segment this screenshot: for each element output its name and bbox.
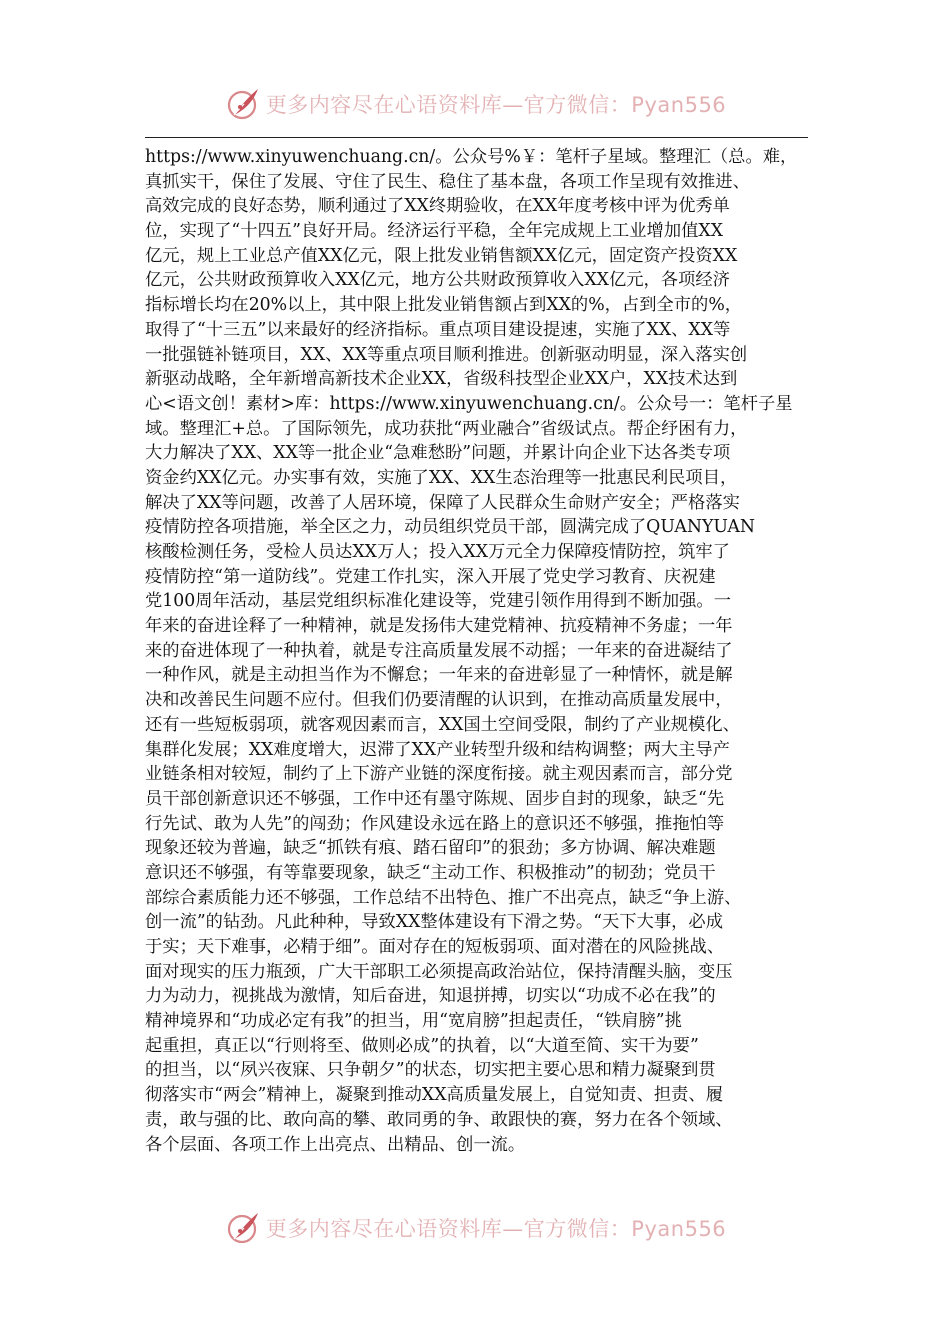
body-text-line: 取得了“十三五”以来最好的经济指标。重点项目建设提速，实施了XX、XX等 <box>145 319 731 340</box>
body-text-line: 决和改善民生问题不应付。但我们仍要清醒的认识到，在推动高质量发展中， <box>145 690 733 711</box>
header-banner <box>0 84 950 124</box>
body-text-line: 彻落实市“两会”精神上，凝聚到推动XX高质量发展上，自觉知责、担责、履 <box>145 1085 723 1106</box>
body-text-line: 党100周年活动，基层党组织标准化建设等，党建引领作用得到不断加强。一 <box>145 591 731 612</box>
body-text-line: 集群化发展；XX难度增大，迟滞了XX产业转型升级和结构调整；两大主导产 <box>145 739 730 760</box>
body-text-line: 业链条相对较短，制约了上下游产业链的深度衔接。就主观因素而言，部分党 <box>145 764 733 785</box>
body-text-line: 位，实现了“十四五”良好开局。经济运行平稳，全年完成规上工业增加值XX <box>145 221 723 242</box>
body-text-line: 行先试、敢为人先”的闯劲；作风建设永远在路上的意识还不够强，推拖怕等 <box>145 813 725 834</box>
body-text-line: 疫情防控“第一道防线”。党建工作扎实，深入开展了党史学习教育、庆祝建 <box>145 566 716 587</box>
body-text-line: 域。整理汇+总。了国际领先，成功获批“两业融合”省级试点。帮企纾困有力， <box>145 418 748 439</box>
pen-feather-logo-icon <box>224 1209 262 1247</box>
body-text-line: 的担当，以“夙兴夜寐、只争朝夕”的状态，切实把主要心思和精力凝聚到贯 <box>145 1060 716 1081</box>
body-text-line: 意识还不够强，有等靠要现象，缺乏“主动工作、积极推动”的韧劲；党员干 <box>145 862 716 883</box>
body-text-line: 亿元，公共财政预算收入XX亿元，地方公共财政预算收入XX亿元，各项经济 <box>145 270 730 291</box>
body-text-line: 疫情防控各项措施，举全区之力，动员组织党员干部，圆满完成了QUANYUAN <box>145 517 756 538</box>
body-text-line: 指标增长均在20%以上，其中限上批发业销售额占到XX的%，占到全市的%， <box>145 295 743 316</box>
body-text-line: 还有一些短板弱项，就客观因素而言，XX国土空间受限，制约了产业规模化、 <box>145 714 740 735</box>
body-text-line: 员干部创新意识还不够强，工作中还有墨守陈规、固步自封的现象，缺乏“先 <box>145 788 725 809</box>
body-text-line: 高效完成的良好态势，顺利通过了XX终期验收，在XX年度考核中评为优秀单 <box>145 196 730 217</box>
body-text-line: 亿元，规上工业总产值XX亿元，限上批发业销售额XX亿元，固定资产投资XX <box>145 245 738 266</box>
body-text-line: 责，敢与强的比、敢向高的攀、敢同勇的争、敢跟快的赛，努力在各个领域、 <box>145 1109 733 1130</box>
body-text-line: 真抓实干，保住了发展、守住了民生、稳住了基本盘，各项工作呈现有效推进、 <box>145 171 750 192</box>
footer-banner-text: 更多内容尽在心语资料库—官方微信：Pyan556 <box>265 1217 727 1241</box>
body-text-line: 创一流”的钻劲。凡此种种，导致XX整体建设有下滑之势。“天下大事，必成 <box>145 912 723 933</box>
body-text-line: 一种作风，就是主动担当作为不懈怠；一年来的奋进彰显了一种情怀，就是解 <box>145 665 733 686</box>
body-text-line: 现象还较为普遍，缺乏“抓铁有痕、踏石留印”的狠劲；多方协调、解决难题 <box>145 838 716 859</box>
document-body <box>145 145 815 1157</box>
footer-banner <box>0 1208 950 1248</box>
body-text-line: 核酸检测任务，受检人员达XX万人；投入XX万元全力保障疫情防控，筑牢了 <box>145 542 730 562</box>
body-text-line: 力为动力，视挑战为激情，知后奋进，知退拼搏，切实以“功成不必在我”的 <box>145 986 716 1007</box>
body-text-line: 起重担，真正以“行则将至、做则必成”的执着，以“大道至简、实干为要” <box>145 1035 699 1056</box>
body-text-line: 大力解决了XX、XX等一批企业“急难愁盼”问题，并累计向企业下达各类专项 <box>145 443 731 464</box>
body-text-line: 资金约XX亿元。办实事有效，实施了XX、XX生态治理等一批惠民利民项目， <box>145 467 738 488</box>
header-banner-text: 更多内容尽在心语资料库—官方微信：Pyan556 <box>265 93 727 117</box>
body-text-line: 心<语文创！素材>库：https://www.xinyuwenchuang.cn/。公众号一：笔杆子星 <box>145 393 793 414</box>
body-text-line: 各个层面、各项工作上出亮点、出精品、创一流。 <box>145 1134 526 1155</box>
body-text-line: 一批强链补链项目，XX、XX等重点项目顺利推进。创新驱动明显，深入落实创 <box>145 344 748 365</box>
body-text-line: 于实；天下难事，必精于细”。面对存在的短板弱项、面对潜在的风险挑战、 <box>145 937 725 957</box>
body-text-line: 精神境界和“功成必定有我”的担当，用“宽肩膀”担起责任，“铁肩膀”挑 <box>145 1011 682 1032</box>
body-text-line: 解决了XX等问题，改善了人居环境，保障了人民群众生命财产安全；严格落实 <box>145 492 740 513</box>
body-text-line: 来的奋进体现了一种执着，就是专注高质量发展不动摇；一年来的奋进凝结了 <box>145 640 733 661</box>
body-text-line: 新驱动战略，全年新增高新技术企业XX，省级科技型企业XX户，XX技术达到 <box>145 369 738 390</box>
body-text-line: 部综合素质能力还不够强，工作总结不出特色、推广不出亮点，缺乏“争上游、 <box>145 887 742 908</box>
pen-feather-logo-icon <box>224 85 262 123</box>
body-text-line: https://www.xinyuwenchuang.cn/。公众号%￥：笔杆子星域。整理汇（总。难， <box>145 147 798 167</box>
body-text-line: 年来的奋进诠释了一种精神，就是发扬伟大建党精神、抗疫精神不务虚；一年 <box>145 616 733 637</box>
header-divider <box>145 137 808 138</box>
body-text-line: 面对现实的压力瓶颈，广大干部职工必须提高政治站位，保持清醒头脑，变压 <box>145 961 733 982</box>
